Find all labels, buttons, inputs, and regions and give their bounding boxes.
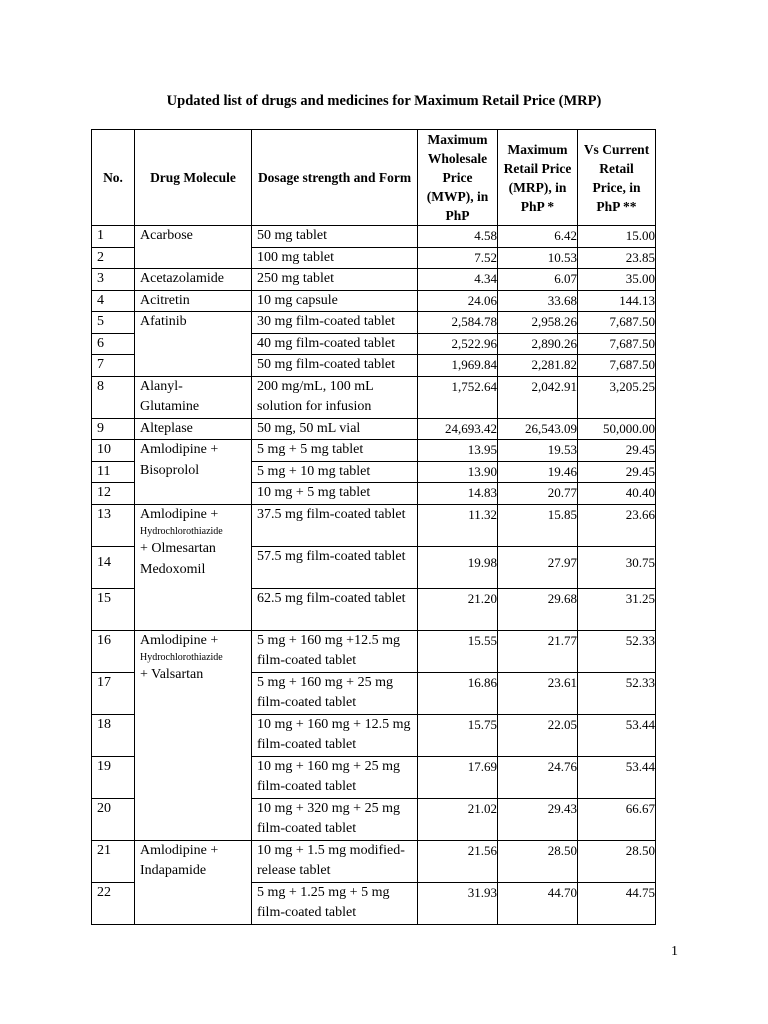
price-table <box>91 129 656 925</box>
drug-molecule <box>135 290 252 312</box>
mwp-cell: 15.75 <box>418 714 498 756</box>
row-no: 21 <box>92 840 135 882</box>
mrp-cell: 26,543.09 <box>498 418 578 440</box>
mwp-cell: 4.34 <box>418 269 498 291</box>
molecule-text: Acitretin <box>140 292 190 308</box>
vs-cell: 28.50 <box>578 840 656 882</box>
vs-cell: 3,205.25 <box>578 376 656 418</box>
mrp-cell: 2,958.26 <box>498 312 578 334</box>
molecule-text: + Valsartan <box>140 667 204 682</box>
vs-cell: 29.45 <box>578 440 656 462</box>
drug-molecule <box>135 504 252 630</box>
dosage-cell: 5 mg + 10 mg tablet <box>252 461 418 483</box>
dosage-cell: 40 mg film-coated tablet <box>252 333 418 355</box>
dosage-cell: 10 mg + 160 mg + 25 mg film-coated tablet <box>252 756 418 798</box>
row-no: 16 <box>92 630 135 672</box>
table-row <box>92 504 656 546</box>
header-mwp: Maximum Wholesale Price (MWP), in PhP <box>418 130 498 226</box>
table-row <box>92 290 656 312</box>
mrp-cell: 22.05 <box>498 714 578 756</box>
dosage-cell: 50 mg tablet <box>252 226 418 248</box>
mrp-cell: 6.42 <box>498 226 578 248</box>
drug-molecule <box>135 312 252 377</box>
mwp-cell: 19.98 <box>418 546 498 588</box>
drug-molecule <box>135 418 252 440</box>
row-no: 4 <box>92 290 135 312</box>
molecule-text: Alanyl- <box>140 378 183 394</box>
drug-molecule <box>135 226 252 269</box>
dosage-cell: 10 mg + 160 mg + 12.5 mg film-coated tablet <box>252 714 418 756</box>
row-no: 22 <box>92 882 135 924</box>
row-no: 11 <box>92 461 135 483</box>
header-dosage: Dosage strength and Form <box>252 130 418 226</box>
row-no: 13 <box>92 504 135 546</box>
molecule-text: Acetazolamide <box>140 271 224 286</box>
dosage-cell: 10 mg + 320 mg + 25 mg film-coated tablet <box>252 798 418 840</box>
vs-cell: 52.33 <box>578 672 656 714</box>
vs-cell: 30.75 <box>578 546 656 588</box>
dosage-cell: 250 mg tablet <box>252 269 418 291</box>
row-no: 1 <box>92 226 135 248</box>
dosage-cell: 10 mg + 1.5 mg modified-release tablet <box>252 840 418 882</box>
mrp-cell: 15.85 <box>498 504 578 546</box>
drug-molecule <box>135 840 252 924</box>
mrp-cell: 33.68 <box>498 290 578 312</box>
dosage-cell: 30 mg film-coated tablet <box>252 312 418 334</box>
molecule-text: Acarbose <box>140 228 193 243</box>
molecule-text: Amlodipine + <box>140 842 219 858</box>
drug-molecule <box>135 440 252 505</box>
molecule-text: Hydrochlorothiazide <box>140 526 223 537</box>
mrp-cell: 10.53 <box>498 247 578 269</box>
table-row <box>92 226 656 248</box>
dosage-cell: 200 mg/mL, 100 mL solution for infusion <box>252 376 418 418</box>
row-no: 14 <box>92 546 135 588</box>
table-row <box>92 840 656 882</box>
vs-cell: 7,687.50 <box>578 312 656 334</box>
mwp-cell: 17.69 <box>418 756 498 798</box>
vs-cell: 23.85 <box>578 247 656 269</box>
dosage-cell: 5 mg + 160 mg + 25 mg film-coated tablet <box>252 672 418 714</box>
mrp-cell: 27.97 <box>498 546 578 588</box>
row-no: 9 <box>92 418 135 440</box>
molecule-text: Indapamide <box>140 863 207 878</box>
dosage-cell: 50 mg, 50 mL vial <box>252 418 418 440</box>
row-no: 3 <box>92 269 135 291</box>
row-no: 20 <box>92 798 135 840</box>
molecule-text: Hydrochlorothiazide <box>140 652 223 663</box>
vs-cell: 40.40 <box>578 483 656 505</box>
drug-molecule <box>135 376 252 418</box>
mrp-cell: 44.70 <box>498 882 578 924</box>
vs-cell: 15.00 <box>578 226 656 248</box>
vs-cell: 23.66 <box>578 504 656 546</box>
vs-cell: 66.67 <box>578 798 656 840</box>
mrp-cell: 21.77 <box>498 630 578 672</box>
mwp-cell: 13.90 <box>418 461 498 483</box>
header-molecule: Drug Molecule <box>135 130 252 226</box>
mwp-cell: 4.58 <box>418 226 498 248</box>
row-no: 10 <box>92 440 135 462</box>
molecule-text: Glutamine <box>140 399 200 414</box>
vs-cell: 144.13 <box>578 290 656 312</box>
mrp-cell: 2,281.82 <box>498 355 578 377</box>
molecule-text: Medoxomil <box>140 561 206 577</box>
mwp-cell: 2,584.78 <box>418 312 498 334</box>
row-no: 7 <box>92 355 135 377</box>
dosage-cell: 5 mg + 5 mg tablet <box>252 440 418 462</box>
dosage-cell: 5 mg + 160 mg +12.5 mg film-coated tablet <box>252 630 418 672</box>
header-vs: Vs Current Retail Price, in PhP ** <box>578 130 656 226</box>
table-row <box>92 630 656 672</box>
mrp-cell: 24.76 <box>498 756 578 798</box>
mrp-cell: 19.53 <box>498 440 578 462</box>
dosage-cell: 57.5 mg film-coated tablet <box>252 546 418 588</box>
mrp-cell: 6.07 <box>498 269 578 291</box>
drug-molecule <box>135 269 252 291</box>
molecule-text: Afatinib <box>140 314 187 329</box>
mwp-cell: 15.55 <box>418 630 498 672</box>
table-row <box>92 440 656 462</box>
molecule-text: Amlodipine + <box>140 632 219 648</box>
mwp-cell: 1,752.64 <box>418 376 498 418</box>
row-no: 18 <box>92 714 135 756</box>
molecule-text: + Olmesartan <box>140 541 216 556</box>
mwp-cell: 7.52 <box>418 247 498 269</box>
mrp-cell: 20.77 <box>498 483 578 505</box>
vs-cell: 31.25 <box>578 588 656 630</box>
mwp-cell: 1,969.84 <box>418 355 498 377</box>
dosage-cell: 50 mg film-coated tablet <box>252 355 418 377</box>
table-header-row <box>92 130 656 226</box>
vs-cell: 7,687.50 <box>578 355 656 377</box>
row-no: 19 <box>92 756 135 798</box>
vs-cell: 53.44 <box>578 756 656 798</box>
page-number: 1 <box>671 944 678 959</box>
mwp-cell: 24,693.42 <box>418 418 498 440</box>
dosage-cell: 5 mg + 1.25 mg + 5 mg film-coated tablet <box>252 882 418 924</box>
mwp-cell: 24.06 <box>418 290 498 312</box>
mrp-cell: 19.46 <box>498 461 578 483</box>
mrp-cell: 23.61 <box>498 672 578 714</box>
dosage-cell: 37.5 mg film-coated tablet <box>252 504 418 546</box>
mwp-cell: 2,522.96 <box>418 333 498 355</box>
vs-cell: 50,000.00 <box>578 418 656 440</box>
table-row <box>92 418 656 440</box>
mwp-cell: 21.02 <box>418 798 498 840</box>
vs-cell: 7,687.50 <box>578 333 656 355</box>
page-title: Updated list of drugs and medicines for Maximum Retail Price (MRP) <box>166 93 602 109</box>
mwp-cell: 21.20 <box>418 588 498 630</box>
mwp-cell: 11.32 <box>418 504 498 546</box>
molecule-text: Amlodipine + <box>140 506 219 522</box>
vs-cell: 53.44 <box>578 714 656 756</box>
vs-cell: 35.00 <box>578 269 656 291</box>
row-no: 6 <box>92 333 135 355</box>
dosage-cell: 10 mg capsule <box>252 290 418 312</box>
drug-molecule <box>135 630 252 840</box>
row-no: 12 <box>92 483 135 505</box>
header-no: No. <box>92 130 135 226</box>
mwp-cell: 13.95 <box>418 440 498 462</box>
dosage-cell: 10 mg + 5 mg tablet <box>252 483 418 505</box>
mrp-cell: 28.50 <box>498 840 578 882</box>
table-row <box>92 376 656 418</box>
dosage-cell: 62.5 mg film-coated tablet <box>252 588 418 630</box>
row-no: 17 <box>92 672 135 714</box>
table-row <box>92 312 656 334</box>
row-no: 5 <box>92 312 135 334</box>
mrp-cell: 29.68 <box>498 588 578 630</box>
table-row <box>92 269 656 291</box>
mrp-cell: 2,042.91 <box>498 376 578 418</box>
molecule-text: Amlodipine + <box>140 442 219 457</box>
mrp-cell: 29.43 <box>498 798 578 840</box>
header-mrp: Maximum Retail Price (MRP), in PhP * <box>498 130 578 226</box>
vs-cell: 44.75 <box>578 882 656 924</box>
mwp-cell: 14.83 <box>418 483 498 505</box>
row-no: 8 <box>92 376 135 418</box>
molecule-text: Alteplase <box>140 420 193 436</box>
vs-cell: 52.33 <box>578 630 656 672</box>
mrp-cell: 2,890.26 <box>498 333 578 355</box>
row-no: 15 <box>92 588 135 630</box>
row-no: 2 <box>92 247 135 269</box>
mwp-cell: 21.56 <box>418 840 498 882</box>
mwp-cell: 16.86 <box>418 672 498 714</box>
vs-cell: 29.45 <box>578 461 656 483</box>
mwp-cell: 31.93 <box>418 882 498 924</box>
molecule-text: Bisoprolol <box>140 462 200 478</box>
dosage-cell: 100 mg tablet <box>252 247 418 269</box>
